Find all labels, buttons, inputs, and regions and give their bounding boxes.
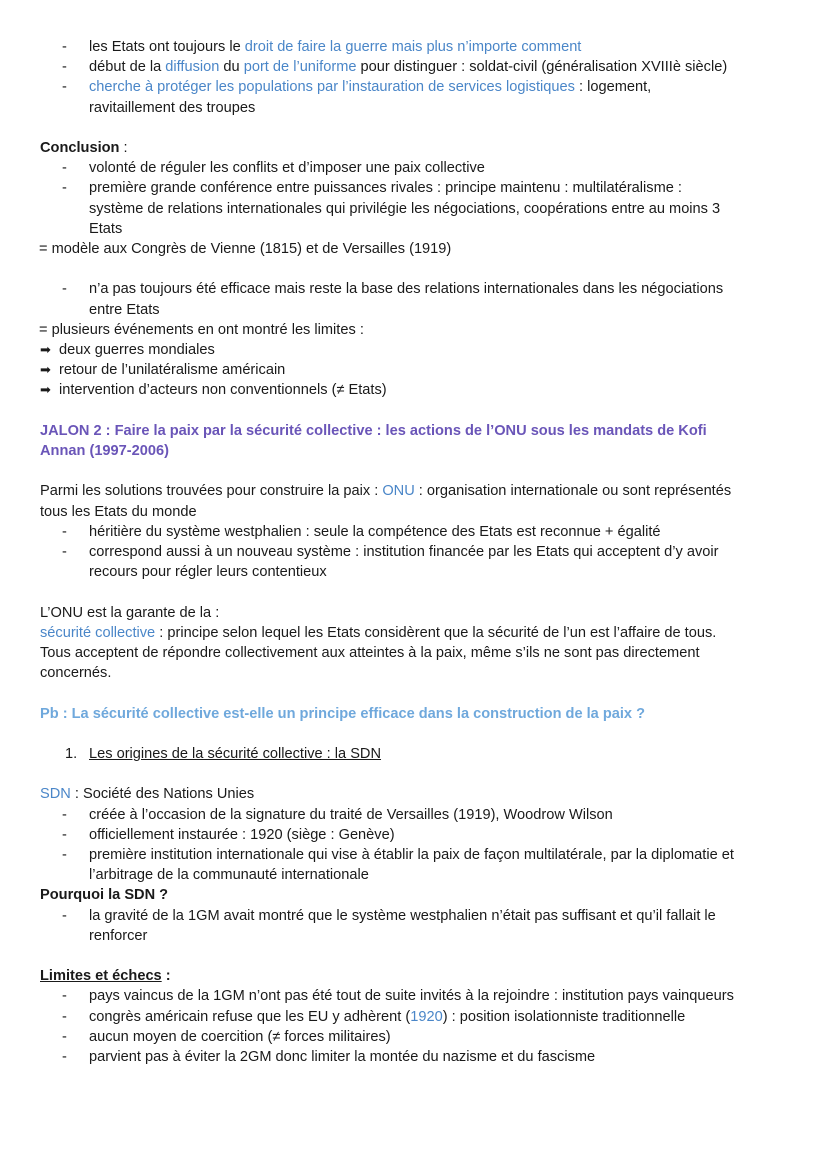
jalon2-title: JALON 2 : Faire la paix par la sécurité collective : les actions de l’ONU sous les mandats de Kofi Annan (1997-2006) xyxy=(40,422,707,460)
list-item: - début de la diffusion du port de l’uniforme pour distinguer : soldat-civil (généralisation XVIIIè siècle) xyxy=(40,57,740,77)
highlight-text: ONU xyxy=(382,483,415,500)
list-item: - congrès américain refuse que les EU y adhèrent (1920) : position isolationniste traditionnelle xyxy=(40,1007,740,1027)
highlight-text: sécurité collective xyxy=(40,624,156,641)
list-item: - correspond aussi à un nouveau système : institution financée par les Etats qui acceptent d’y avoir recours pour régler leurs contentieux xyxy=(62,544,719,581)
dash-bullet: - xyxy=(62,39,67,55)
dash-bullet: - xyxy=(62,281,67,298)
dash-bullet: - xyxy=(62,1008,67,1025)
dash-bullet: - xyxy=(62,847,67,863)
arrow-right-icon: ➡ xyxy=(40,362,51,378)
dash-bullet: - xyxy=(62,544,67,561)
highlight-text: 1920 xyxy=(410,1008,443,1025)
dash-bullet: - xyxy=(62,988,67,1005)
list-item: - les Etats ont toujours le droit de faire la guerre mais plus n’importe comment xyxy=(40,37,740,57)
list-item: - créée à l’occasion de la signature du traité de Versailles (1919), Woodrow Wilson xyxy=(40,805,740,825)
limits-line: = plusieurs événements en ont montré les limites : xyxy=(39,321,364,338)
highlight-text: port de l’uniforme xyxy=(243,59,357,76)
list-item: - aucun moyen de coercition (≠ forces militaires) xyxy=(40,1027,740,1047)
arrow-right-icon: ➡ xyxy=(40,382,51,398)
list-item: - pays vaincus de la 1GM n’ont pas été tout de suite invités à la rejoindre : institution pays vainqueurs xyxy=(40,986,740,1006)
list-item: - la gravité de la 1GM avait montré que le système westphalien n’était pas suffisant et qu’il fallait le renforcer xyxy=(62,907,716,944)
arrow-right-icon: ➡ xyxy=(40,342,51,358)
problematic: Pb : La sécurité collective est-elle un principe efficace dans la construction de la paix ? xyxy=(40,705,646,722)
dash-bullet: - xyxy=(62,59,67,76)
guarantor-line: L’ONU est la garante de la : xyxy=(40,604,220,621)
highlight-text: diffusion xyxy=(165,59,220,76)
intro-bullet-list xyxy=(40,37,740,118)
arrow-item: ➡ intervention d’acteurs non conventionnels (≠ Etats) xyxy=(40,380,740,400)
dash-bullet: - xyxy=(62,180,67,197)
dash-bullet: - xyxy=(62,826,67,843)
dash-bullet: - xyxy=(62,79,67,96)
conclusion-heading: Conclusion : xyxy=(40,140,128,156)
list-item: - première grande conférence entre puissances rivales : principe maintenu : multilatéralisme : système de relations internationales qui privilégie les négociations, coopérations entre au moins 3 Etats xyxy=(62,180,721,237)
sdn-definition: SDN : Société des Nations Unies xyxy=(40,786,255,803)
limits-heading: Limites et échecs : xyxy=(40,968,171,985)
why-sdn-heading: Pourquoi la SDN ? xyxy=(40,887,169,904)
jalon2-intro: Parmi les solutions trouvées pour construire la paix : ONU : organisation internationale ou sont représentés tous les Etats du monde xyxy=(40,483,732,520)
arrow-item: ➡ deux guerres mondiales xyxy=(40,340,740,360)
highlight-text: cherche à protéger les populations par l’instauration de services logistiques xyxy=(89,79,575,96)
dash-bullet: - xyxy=(62,523,67,540)
dash-bullet: - xyxy=(62,907,67,924)
list-item: - parvient pas à éviter la 2GM donc limiter la montée du nazisme et du fascisme xyxy=(40,1047,740,1067)
list-item: - cherche à protéger les populations par l’instauration de services logistiques : logement, ravitaillement des troupes xyxy=(62,79,652,116)
section-1-heading: 1. Les origines de la sécurité collective : la SDN xyxy=(65,746,382,762)
highlight-text: droit de faire la guerre mais plus n’importe comment xyxy=(244,39,582,55)
list-item: - n’a pas toujours été efficace mais reste la base des relations internationales dans les négociations entre Etats xyxy=(62,281,724,318)
dash-bullet: - xyxy=(62,806,67,823)
list-item: - officiellement instaurée : 1920 (siège : Genève) xyxy=(40,825,740,845)
definition-paragraph: sécurité collective : principe selon lequel les Etats considèrent que la sécurité de l’un est l’affaire de tous. Tous acceptent de répondre collectivement aux atteintes à la paix, même s’ils ne sont pas directement concernés. xyxy=(40,624,717,682)
list-item: - volonté de réguler les conflits et d’imposer une paix collective xyxy=(40,158,740,178)
arrow-item: ➡ retour de l’unilatéralisme américain xyxy=(40,360,740,380)
list-item: - première institution internationale qui vise à établir la paix de façon multilatérale, par la diplomatie et l’arbitrage de la communauté internationale xyxy=(62,847,734,884)
list-item: - héritière du système westphalien : seule la compétence des Etats est reconnue + égalité xyxy=(40,522,740,542)
dash-bullet: - xyxy=(62,1049,67,1066)
dash-bullet: - xyxy=(62,1028,67,1045)
model-line: = modèle aux Congrès de Vienne (1815) et de Versailles (1919) xyxy=(39,241,452,258)
dash-bullet: - xyxy=(62,160,67,177)
highlight-text: SDN xyxy=(40,786,71,803)
